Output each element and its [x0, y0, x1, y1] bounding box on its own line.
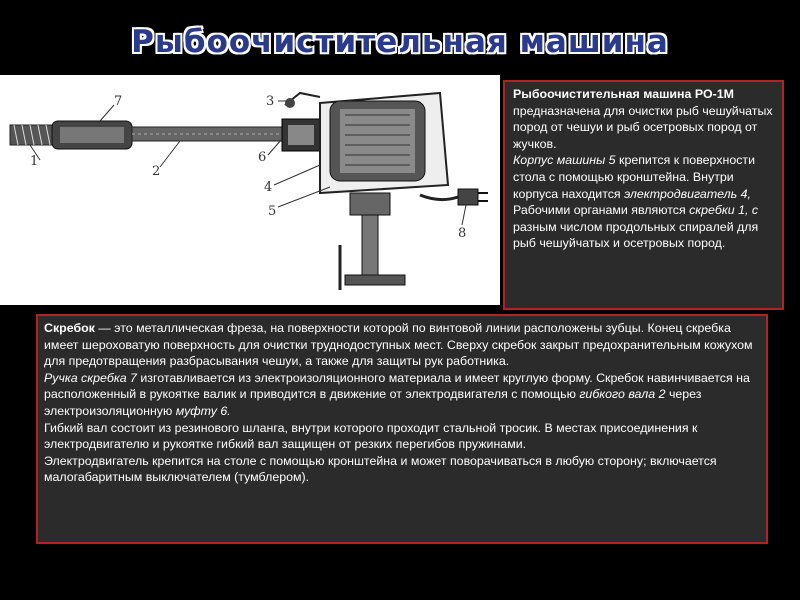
shaft-term: гибкого вала 2	[579, 387, 666, 402]
motor-term: электродвигатель 4,	[624, 186, 751, 201]
coupling	[282, 119, 320, 151]
mounting-bracket	[340, 193, 405, 290]
intro-paragraph	[513, 86, 776, 152]
scraper-text: — это металлическая фреза, на поверхности которой по винтовой линии расположены зубцы. Конец скребка имеет шероховатую поверхность для очистки труднодоступных мест. Сверху скребок закрыт предохранительным кожухом для предотвращения разбрасывания чешуи, а также для защиты рук работника.	[44, 321, 753, 369]
label-7: 7	[114, 94, 123, 109]
electric-motor	[330, 101, 425, 181]
fish-cleaning-machine-diagram	[0, 75, 500, 305]
label-3: 3	[266, 94, 275, 109]
scrapers-text: разным числом продольных спиралей для рыб чешуйчатых и осетровых пород.	[513, 219, 759, 251]
housing-paragraph	[513, 152, 776, 252]
coupling-term: муфту 6.	[175, 403, 231, 418]
label-6: 6	[258, 150, 267, 165]
toggle-switch	[285, 93, 320, 108]
housing-text: крепится к поверхности стола с помощью кронштейна. Внутри корпуса находится	[513, 153, 756, 201]
handle-text: изготавливается из электроизоляционного материала и имеет круглую форму. Скребок навинчивается на расположенный в рукоятке валик и приводится в движение от электродвигателя с помощью	[44, 370, 750, 402]
scrapers-term: скребки 1, с	[689, 203, 759, 218]
scraper-description-box	[36, 314, 768, 544]
motor-paragraph: Электродвигатель крепится на столе с помощью кронштейна и может поворачиваться в любую сторону; включается малогабаритным выключателем (тумблером).	[44, 453, 717, 485]
scraper-paragraph	[44, 320, 760, 370]
scraper-term: Скребок	[44, 321, 95, 335]
label-1: 1	[30, 154, 39, 169]
machine-description-box	[503, 80, 784, 310]
handle-paragraph	[44, 370, 760, 420]
power-cord-plug	[420, 189, 488, 205]
scraper	[10, 125, 52, 145]
label-4: 4	[264, 180, 273, 195]
flexible-shaft	[132, 127, 282, 141]
coupling-text: через электроизоляционную	[44, 387, 702, 418]
scraper-handle	[52, 121, 132, 149]
working-parts-text: Рабочими органами являются	[513, 203, 690, 218]
label-5: 5	[268, 204, 277, 219]
machine-drawing	[0, 75, 500, 305]
machine-name: Рыбоочистительная машина РО-1М	[513, 87, 734, 101]
shaft-paragraph: Гибкий вал состоит из резинового шланга, внутри которого проходит стальной тросик. В местах присоединения к электродвигателю и рукоятке гибкий вал защищен от резких перегибов пружинами.	[44, 420, 698, 452]
page-title: Рыбоочистительная машина	[131, 24, 669, 60]
handle-term: Ручка скребка 7	[44, 370, 137, 385]
intro-text: предназначена для очистки рыб чешуйчатых пород от чешуи и рыб осетровых пород от жучков.	[513, 103, 773, 151]
label-8: 8	[458, 226, 467, 241]
housing-term: Корпус машины 5	[513, 153, 616, 168]
label-2: 2	[152, 164, 161, 179]
